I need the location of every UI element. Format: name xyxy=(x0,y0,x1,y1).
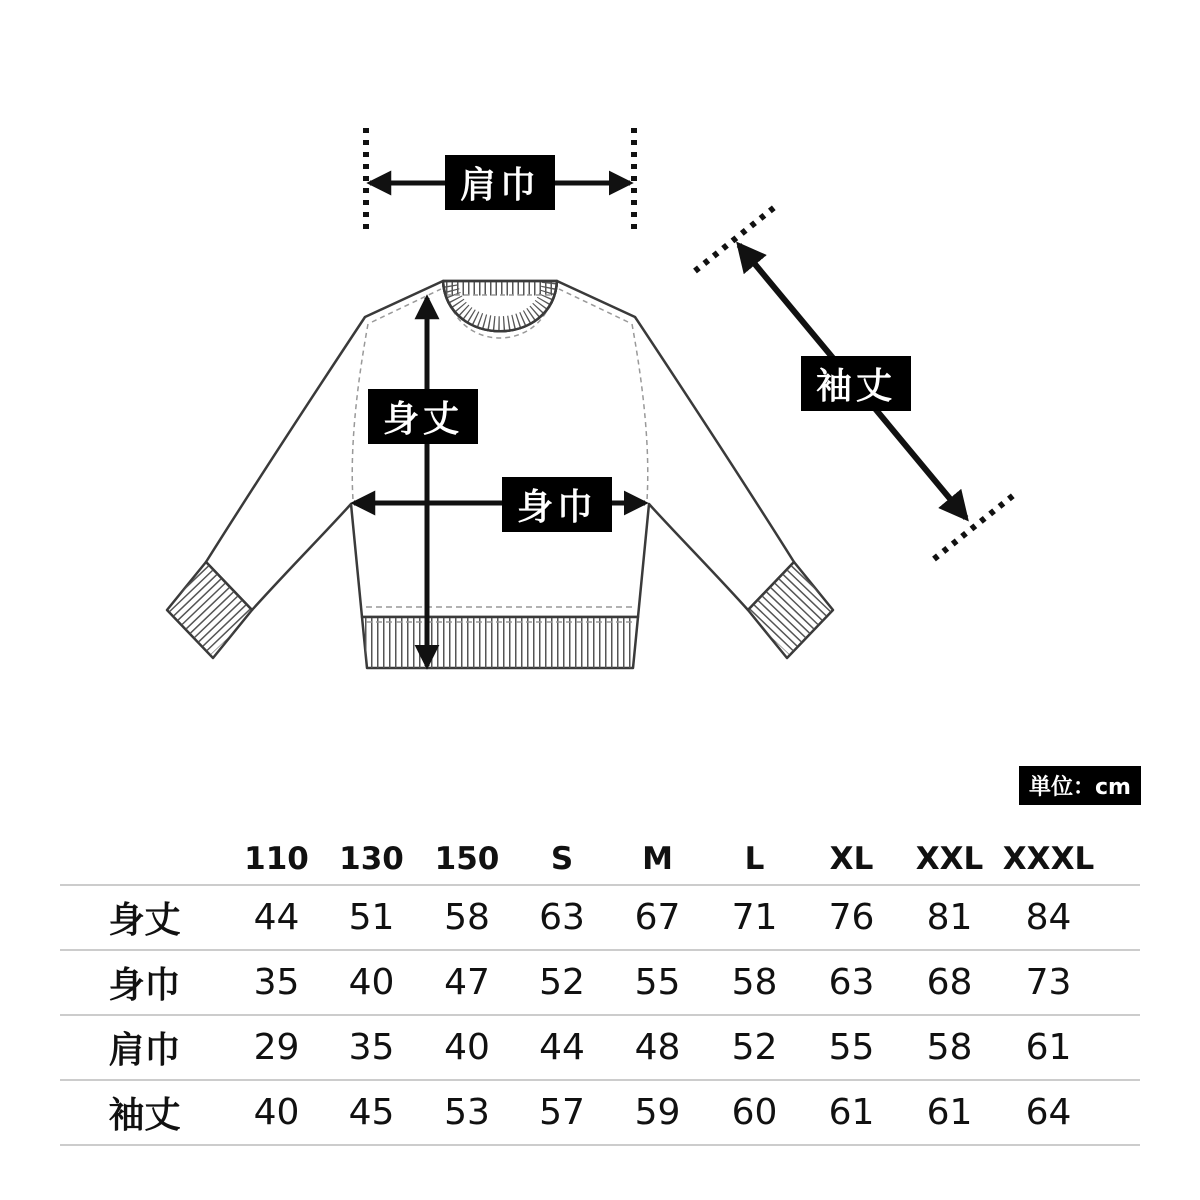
size-column-header: XXL xyxy=(915,841,984,877)
row-label: 袖丈 xyxy=(108,1095,181,1136)
hem-ribbing-band xyxy=(362,617,638,668)
size-value-cell: 71 xyxy=(731,897,778,938)
corner-cell xyxy=(60,834,229,885)
size-value-cell: 45 xyxy=(348,1092,395,1133)
spacer-cell xyxy=(1098,1080,1140,1145)
measurement-label-shoulder-width: 肩巾 xyxy=(445,155,555,210)
size-value-cell: 55 xyxy=(828,1027,875,1068)
size-column-header: 150 xyxy=(434,841,500,877)
size-value-cell: 61 xyxy=(1025,1027,1072,1068)
size-value-cell: 84 xyxy=(1025,897,1072,938)
size-value-cell: 57 xyxy=(539,1092,585,1133)
size-column-header: S xyxy=(550,841,574,877)
sleeve-length-guide-top xyxy=(695,206,776,271)
size-value-cell: 63 xyxy=(828,962,875,1003)
size-value-cell: 35 xyxy=(348,1027,395,1068)
size-value-cell: 35 xyxy=(253,962,300,1003)
size-value-cell: 48 xyxy=(634,1027,681,1068)
size-value-cell: 29 xyxy=(253,1027,300,1068)
size-value-cell: 58 xyxy=(926,1027,973,1068)
size-value-cell: 59 xyxy=(634,1092,681,1133)
spacer-cell xyxy=(1098,885,1140,950)
size-value-cell: 81 xyxy=(926,897,973,938)
size-value-cell: 76 xyxy=(828,897,875,938)
sweatshirt-outline xyxy=(167,281,833,668)
size-column-header: XXXL xyxy=(1002,841,1095,877)
size-column-header: 110 xyxy=(244,841,309,877)
measurement-label-sleeve-length: 袖丈 xyxy=(801,356,911,411)
spacer-cell xyxy=(1098,1015,1140,1080)
size-table-row-body-length xyxy=(60,885,1140,950)
size-table-header-row xyxy=(60,834,1140,885)
size-value-cell: 47 xyxy=(444,962,490,1003)
size-value-cell: 67 xyxy=(634,897,681,938)
sleeve-length-guide-bottom xyxy=(934,494,1015,559)
measurement-label-body-width: 身巾 xyxy=(502,477,612,532)
size-value-cell: 58 xyxy=(444,897,490,938)
size-value-cell: 40 xyxy=(348,962,395,1003)
size-value-cell: 68 xyxy=(926,962,973,1003)
size-value-cell: 52 xyxy=(539,962,585,1003)
spacer-cell xyxy=(1098,834,1140,885)
spacer-cell xyxy=(1098,950,1140,1015)
size-table-row-sleeve-length xyxy=(60,1080,1140,1145)
row-label: 肩巾 xyxy=(108,1030,181,1071)
unit-badge: 単位：cm xyxy=(1019,766,1141,805)
size-value-cell: 40 xyxy=(444,1027,490,1068)
size-value-cell: 63 xyxy=(539,897,585,938)
row-label: 身丈 xyxy=(108,900,181,941)
size-table-row-body-width xyxy=(60,950,1140,1015)
size-value-cell: 61 xyxy=(926,1092,973,1133)
size-column-header: L xyxy=(744,841,765,877)
size-value-cell: 64 xyxy=(1025,1092,1072,1133)
size-table-row-shoulder-width xyxy=(60,1015,1140,1080)
size-value-cell: 58 xyxy=(731,962,778,1003)
size-value-cell: 60 xyxy=(731,1092,778,1133)
size-value-cell: 44 xyxy=(539,1027,585,1068)
row-label: 身巾 xyxy=(108,965,181,1006)
size-value-cell: 40 xyxy=(253,1092,300,1133)
size-value-cell: 73 xyxy=(1025,962,1072,1003)
size-value-cell: 61 xyxy=(828,1092,875,1133)
size-value-cell: 55 xyxy=(634,962,681,1003)
size-value-cell: 53 xyxy=(444,1092,490,1133)
size-value-cell: 51 xyxy=(348,897,395,938)
size-value-cell: 52 xyxy=(731,1027,778,1068)
size-table xyxy=(60,834,1140,1146)
size-column-header: M xyxy=(642,841,673,877)
size-column-header: 130 xyxy=(339,841,404,877)
size-column-header: XL xyxy=(829,841,874,877)
size-value-cell: 44 xyxy=(253,897,300,938)
measurement-label-body-length: 身丈 xyxy=(368,389,478,444)
